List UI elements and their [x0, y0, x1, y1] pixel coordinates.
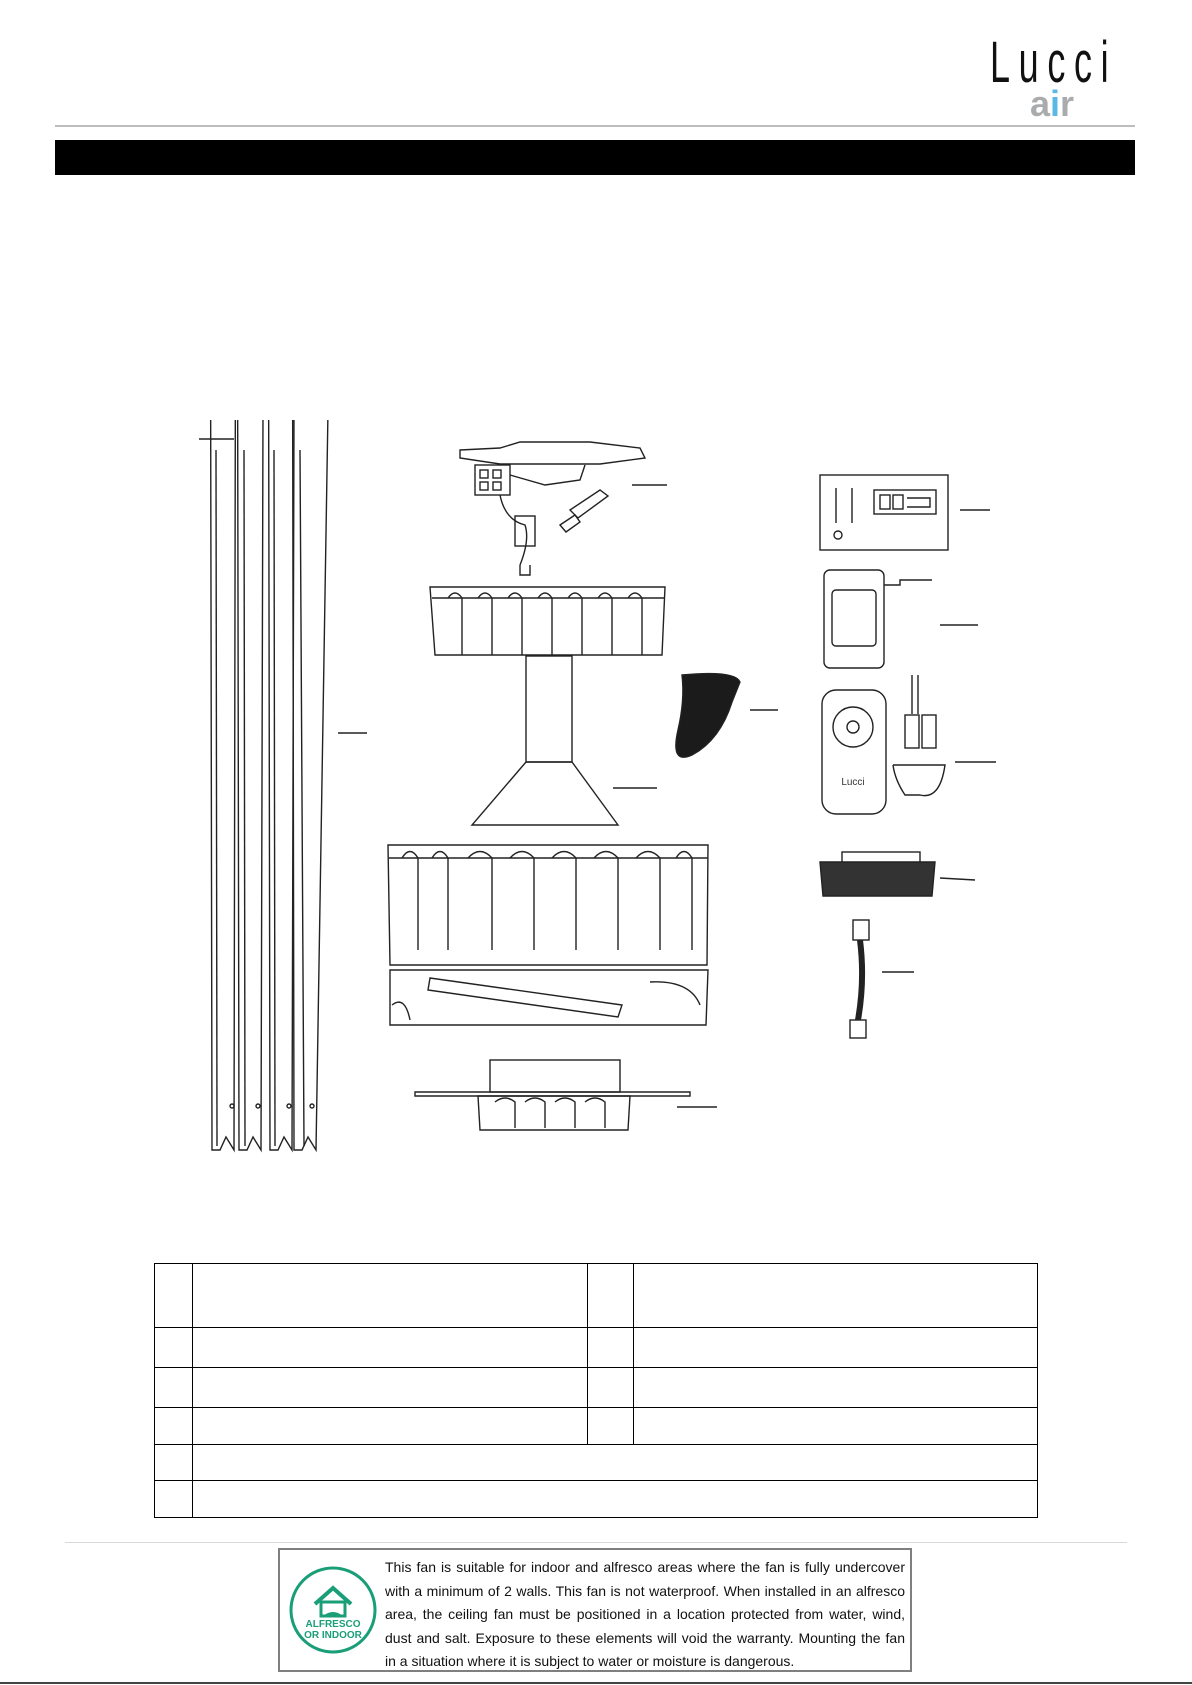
page-bottom-divider [0, 1682, 1192, 1684]
remote-kit-drawing [822, 675, 996, 814]
connector-wire-drawing [850, 920, 914, 1038]
table-cell [588, 1328, 634, 1368]
parts-list-table [154, 1263, 1038, 1518]
table-row [155, 1368, 1038, 1408]
section-title-bar [55, 140, 1135, 175]
table-cell [588, 1264, 634, 1328]
receiver-drawing [824, 570, 978, 668]
alfresco-badge-icon [287, 1564, 379, 1656]
table-cell [634, 1368, 1038, 1408]
table-cell [155, 1264, 193, 1328]
table-cell [588, 1408, 634, 1445]
notice-text: This fan is suitable for indoor and alfresco areas where the fan is fully undercover with a minimum of 2 walls. This fan is not waterproof. When installed in an alfresco area, the ceiling fan must be positioned in a location protected from water, wind, dust and salt. Exposure to these elements will void the warranty. Mounting the fan in a situation where it is subject to water or moisture is dangerous. [385, 1559, 905, 1669]
parts-illustration [0, 420, 1192, 1180]
table-cell [155, 1368, 193, 1408]
remote-brand-mark: Lucci [841, 777, 865, 788]
alfresco-notice [278, 1548, 912, 1672]
light-housing-drawing [415, 1060, 717, 1130]
table-cell [634, 1264, 1038, 1328]
brand-logo-word: Lucci [990, 30, 1118, 95]
table-cell [155, 1328, 193, 1368]
table-cell [634, 1408, 1038, 1445]
upper-canopy-drawing [430, 587, 665, 655]
table-cell [193, 1445, 1038, 1481]
table-cell [155, 1481, 193, 1518]
table-cell [193, 1481, 1038, 1518]
table-cell [155, 1408, 193, 1445]
badge-line-2: OR INDOOR [304, 1630, 362, 1641]
badge-line-1: ALFRESCO [305, 1619, 361, 1630]
table-cell [193, 1328, 588, 1368]
table-row [155, 1408, 1038, 1445]
motor-assembly-drawing [388, 656, 708, 1025]
table-cell [588, 1368, 634, 1408]
table-cell [193, 1408, 588, 1445]
brand-logo [990, 30, 1120, 124]
table-row [155, 1328, 1038, 1368]
table-cell [634, 1328, 1038, 1368]
hardware-pack-drawing [820, 475, 990, 550]
led-module-drawing [820, 852, 975, 896]
table-cell [193, 1264, 588, 1328]
table-row [155, 1481, 1038, 1518]
brand-logo-air: air [1030, 83, 1075, 124]
table-cell [155, 1445, 193, 1481]
footer-divider [65, 1542, 1127, 1543]
table-row [155, 1445, 1038, 1481]
fan-blades-drawing [199, 420, 367, 1150]
mounting-bracket-drawing [460, 442, 667, 575]
header-divider [55, 125, 1135, 127]
table-row [155, 1264, 1038, 1328]
light-dome-drawing [676, 674, 778, 758]
table-cell [193, 1368, 588, 1408]
